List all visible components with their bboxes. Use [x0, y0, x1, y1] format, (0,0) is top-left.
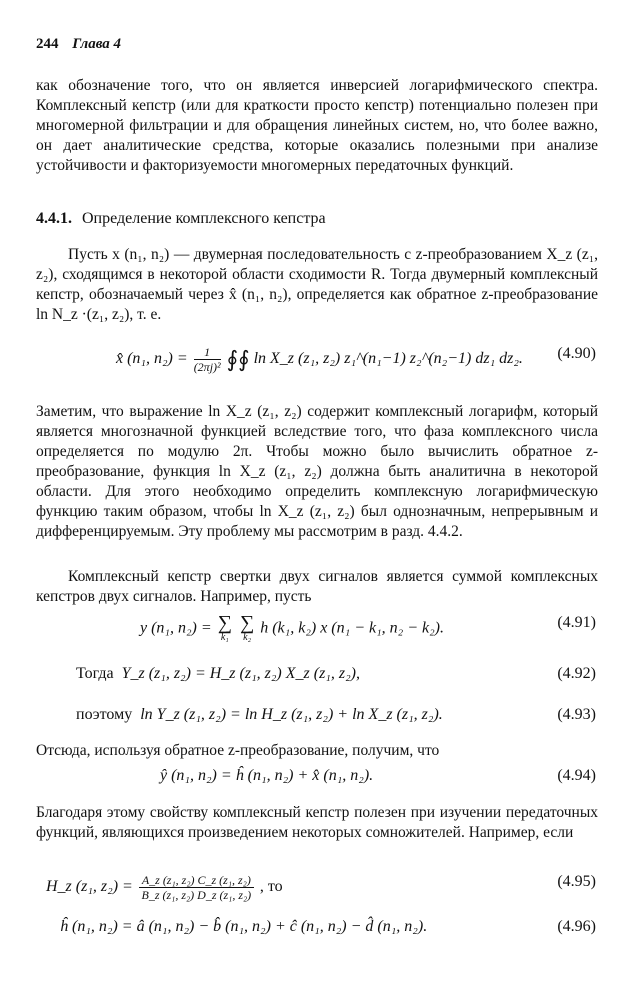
sum-index: k₂ [243, 632, 252, 643]
eq490-rhs: ln X_z (z₁, z₂) z₁^(n₁−1) z₂^(n₂−1) dz₁ dz₂. [253, 350, 523, 368]
equation-4-91 [0, 614, 626, 642]
eq490-lhs: x̂ (n₁, n₂) = [116, 350, 188, 368]
eq495-frac-den: B_z (z₁, z₂) D_z (z₁, z₂) [141, 888, 252, 902]
eq490-label: (4.90) [557, 345, 596, 362]
sum-glyph: ∑ [239, 612, 255, 634]
eq495-frac-num: A_z (z₁, z₂) C_z (z₁, z₂) [139, 873, 254, 888]
sum-glyph: ∑ [217, 612, 232, 634]
paragraph-intro: как обозначение того, что он является инверсией логарифмического спектра. Комплексный кепстр (или для краткости просто кепстр) потенциально полезен при многомерной фильтрации и для обращения линейных систем, но, что более важно, он дает аналитические средства, которые оказались полезными при анализе устойчивости и факторизуемости многомерных передаточных функций. [36, 77, 598, 174]
paragraph-definition: Пусть x (n₁, n₂) — двумерная последовательность с z-преобразованием X_z (z₁, z₂), сходящимся в некоторой области сходимости R. Тогда двумерный комплексный кепстр, обозначаемый через x̂ (n₁, n₂), определяется как обратное z-преобразование ln N_z ·(z₁, z₂), т. е. [36, 246, 598, 323]
equation-4-96 [0, 918, 626, 946]
eq492-lead-word: Тогда [76, 665, 114, 682]
contour-integral-sign: ∮∮ [226, 346, 250, 372]
eq493-lead-word: поэтому [76, 706, 133, 723]
eq491-label: (4.91) [557, 614, 596, 631]
section-title: Определение комплексного кепстра [82, 210, 326, 227]
eq495-label: (4.95) [557, 873, 596, 890]
equation-4-94 [0, 767, 626, 795]
eq495-then: , то [259, 878, 283, 896]
eq490-fraction [194, 345, 221, 374]
eq494-expression: ŷ (n₁, n₂) = ĥ (n₁, n₂) + x̂ (n₁, n₂). [160, 767, 374, 784]
equation-4-93 [0, 706, 626, 734]
section-number: 4.4.1. [36, 210, 72, 227]
paragraph-convolution: Комплексный кепстр свертки двух сигналов является суммой комплексных кепстров двух сигналов. Например, пусть [36, 568, 598, 605]
eq495-lhs: H_z (z₁, z₂) = [46, 878, 133, 896]
eq492-label: (4.92) [557, 665, 596, 682]
paragraph-property: Благодаря этому свойству комплексный кепстр полезен при изучении передаточных функций, являющихся произведением некоторых сомножителей. Например, если [36, 804, 598, 841]
eq490-frac-den: (2πj)² [193, 360, 221, 374]
chapter-title: Глава 4 [72, 36, 122, 52]
eq496-label: (4.96) [557, 918, 596, 935]
page-number: 244 [36, 36, 59, 52]
eq496-expression: ĥ (n₁, n₂) = â (n₁, n₂) − b̂ (n₁, n₂) + ĉ (n₁, n₂) − d̂ (n₁, n₂). [60, 918, 428, 935]
sum-sign-k1 [218, 614, 232, 644]
page-header [36, 36, 121, 53]
section-heading [36, 210, 326, 228]
eq491-rhs: h (k₁, k₂) x (n₁ − k₁, n₂ − k₂). [260, 619, 445, 637]
equation-4-90 [0, 345, 626, 373]
paragraph-complex-log: Заметим, что выражение ln X_z (z₁, z₂) содержит комплексный логарифм, который является многозначной функцией вследствие того, что фаза комплексного числа определяется по модулю 2π. Чтобы можно было вычислить обратное z-преобразование, функция ln X_z (z₁, z₂) должна быть аналитична в некоторой области. Для этого необходимо определить комплексную логарифмическую функцию таким образом, чтобы ln X_z (z₁, z₂) был однозначным, непрерывным и дифференцируемым. Эту проблему мы рассмотрим в разд. 4.4.2. [36, 403, 598, 540]
eq491-lhs: y (n₁, n₂) = [140, 619, 212, 637]
eq493-expression: ln Y_z (z₁, z₂) = ln H_z (z₁, z₂) + ln X_z (z₁, z₂). [140, 706, 443, 723]
eq493-label: (4.93) [557, 706, 596, 723]
eq495-fraction [139, 873, 254, 902]
equation-4-95 [0, 873, 626, 901]
sum-index: k₁ [220, 632, 229, 643]
eq492-expression: Y_z (z₁, z₂) = H_z (z₁, z₂) X_z (z₁, z₂), [121, 665, 360, 682]
eq490-frac-num: 1 [194, 345, 221, 360]
paragraph-hence: Отсюда, используя обратное z-преобразование, получим, что [36, 742, 440, 759]
eq494-label: (4.94) [557, 767, 596, 784]
sum-sign-k2 [240, 614, 254, 644]
equation-4-92 [0, 665, 626, 693]
